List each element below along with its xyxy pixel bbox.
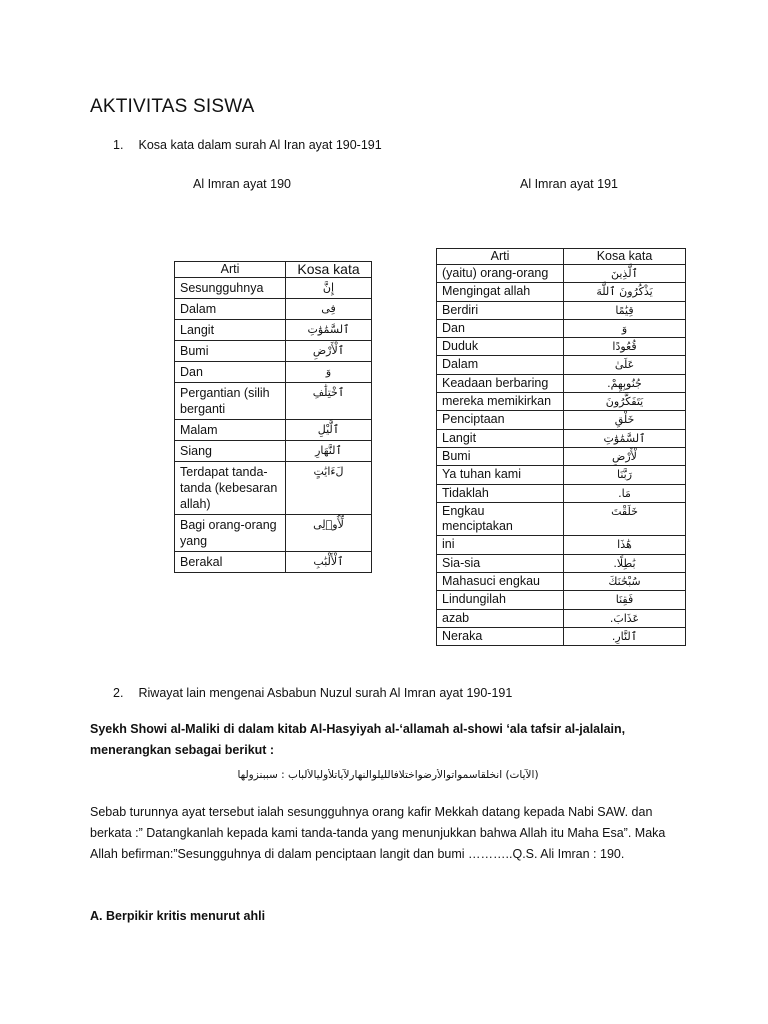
- table-row: [437, 484, 686, 502]
- cell-kosa-kata: فِى: [286, 299, 372, 320]
- table-row: [437, 301, 686, 319]
- cell-arti: Berdiri: [437, 301, 564, 319]
- cell-arti: Langit: [437, 429, 564, 447]
- list-text: Kosa kata dalam surah Al Iran ayat 190-191: [138, 138, 382, 152]
- cell-kosa-kata: خَلْقِ: [564, 411, 686, 429]
- table-row: [175, 552, 372, 573]
- vocab-table-191: [436, 248, 686, 646]
- cell-arti: Terdapat tanda-tanda (kebesaran allah): [175, 462, 286, 515]
- cell-kosa-kata: ٱلسَّمَٰوَٰتِ: [564, 429, 686, 447]
- cell-arti: Penciptaan: [437, 411, 564, 429]
- list-number: 1.: [113, 138, 124, 152]
- table-row: [175, 515, 372, 552]
- cell-arti: Tidaklah: [437, 484, 564, 502]
- cell-kosa-kata: مَا.: [564, 484, 686, 502]
- table-row: [437, 319, 686, 337]
- cell-kosa-kata: فَقِنَا: [564, 591, 686, 609]
- cell-kosa-kata: وَ: [286, 362, 372, 383]
- arabic-quote: (الآيات) انخلقاسمواتوالأرضواختلافالليلوالنهارلآياتلأوليالألباب : سببنزولها: [237, 769, 539, 781]
- table-row: [175, 462, 372, 515]
- table-row: [437, 554, 686, 572]
- cell-arti: Ya tuhan kami: [437, 466, 564, 484]
- table-header-kosa: Kosa kata: [286, 262, 372, 278]
- cell-arti: Sesungguhnya: [175, 278, 286, 299]
- cell-kosa-kata: وَ: [564, 319, 686, 337]
- cell-kosa-kata: يَذْكُرُونَ ٱللَّهَ: [564, 283, 686, 301]
- cell-kosa-kata: ٱلْأَرْضِ: [286, 341, 372, 362]
- table-row: [437, 429, 686, 447]
- list-item-2: [113, 686, 512, 700]
- cell-arti: mereka memikirkan: [437, 393, 564, 411]
- cell-kosa-kata: رَبَّنَا: [564, 466, 686, 484]
- table-row: [437, 411, 686, 429]
- cell-kosa-kata: عَذَابَ.: [564, 609, 686, 627]
- cell-arti: Langit: [175, 320, 286, 341]
- cell-arti: Mengingat allah: [437, 283, 564, 301]
- table-row: [437, 502, 686, 536]
- table-header-kosa: Kosa kata: [564, 249, 686, 265]
- cell-arti: ini: [437, 536, 564, 554]
- cell-kosa-kata: لِّأُو۟لِى: [286, 515, 372, 552]
- cell-kosa-kata: سُبْحَٰنَكَ: [564, 573, 686, 591]
- cell-arti: Siang: [175, 441, 286, 462]
- cell-arti: azab: [437, 609, 564, 627]
- cell-kosa-kata: بَٰطِلًا.: [564, 554, 686, 572]
- list-number: 2.: [113, 686, 124, 700]
- table-row: [437, 447, 686, 465]
- cell-arti: Keadaan berbaring: [437, 374, 564, 392]
- table-row: [437, 393, 686, 411]
- list-item-1: [113, 138, 382, 152]
- cell-kosa-kata: خَلَقْتَ: [564, 502, 686, 536]
- cell-kosa-kata: قِيَٰمًا: [564, 301, 686, 319]
- heading-ayat-191: Al Imran ayat 191: [520, 177, 618, 191]
- cell-arti: Mahasuci engkau: [437, 573, 564, 591]
- cell-kosa-kata: يَتَفَكَّرُونَ: [564, 393, 686, 411]
- heading-ayat-190: Al Imran ayat 190: [193, 177, 291, 191]
- table-row: [175, 420, 372, 441]
- cell-arti: Dan: [437, 319, 564, 337]
- table-row: [175, 362, 372, 383]
- cell-kosa-kata: لَءَايَٰتٍ: [286, 462, 372, 515]
- list-text: Riwayat lain mengenai Asbabun Nuzul surah Al Imran ayat 190-191: [138, 686, 513, 700]
- cell-kosa-kata: ٱلنَّهَارِ: [286, 441, 372, 462]
- table-row: [437, 356, 686, 374]
- cell-arti: Bagi orang-orang yang: [175, 515, 286, 552]
- cell-arti: Bumi: [437, 447, 564, 465]
- cell-arti: Lindungilah: [437, 591, 564, 609]
- cell-arti: Sia-sia: [437, 554, 564, 572]
- vocab-table-190: [174, 261, 372, 573]
- table-row: [437, 338, 686, 356]
- cell-kosa-kata: ٱلَّيْلِ: [286, 420, 372, 441]
- page-title: AKTIVITAS SISWA: [90, 96, 255, 117]
- cell-arti: Dan: [175, 362, 286, 383]
- cell-kosa-kata: قُعُودًا: [564, 338, 686, 356]
- cell-kosa-kata: هَٰذَا: [564, 536, 686, 554]
- table-row: [175, 278, 372, 299]
- cell-arti: Dalam: [175, 299, 286, 320]
- cell-kosa-kata: إِنَّ: [286, 278, 372, 299]
- paragraph-intro: Syekh Showi al-Maliki di dalam kitab Al-Hasyiyah al-‘allamah al-showi ‘ala tafsir al-jalalain, menerangkan sebagai berikut :: [90, 722, 626, 757]
- cell-arti: Duduk: [437, 338, 564, 356]
- cell-kosa-kata: جُنُوبِهِمْ.: [564, 374, 686, 392]
- cell-arti: Malam: [175, 420, 286, 441]
- table-row: [175, 341, 372, 362]
- cell-kosa-kata: ٱخْتِلَٰفِ: [286, 383, 372, 420]
- table-row: [175, 383, 372, 420]
- paragraph-asbabun-nuzul: Sebab turunnya ayat tersebut ialah sesungguhnya orang kafir Mekkah datang kepada Nabi SAW. dan berkata :” Datangkanlah kepada kami tanda-tanda yang menunjukkan bahwa Allah itu Maha Esa”. Maka Allah befirman:”Sesungguhnya di dalam penciptaan langit dan bumi ………..Q.S. Ali Imran : 190.: [90, 805, 666, 861]
- table-row: [175, 320, 372, 341]
- table-row: [437, 573, 686, 591]
- cell-kosa-kata: ٱلنَّارِ.: [564, 627, 686, 645]
- cell-kosa-kata: ٱلْأَلْبَٰبِ: [286, 552, 372, 573]
- table-row: [175, 299, 372, 320]
- cell-kosa-kata: ٱلسَّمَٰوَٰتِ: [286, 320, 372, 341]
- cell-arti: Dalam: [437, 356, 564, 374]
- table-header-arti: Arti: [437, 249, 564, 265]
- table-row: [175, 441, 372, 462]
- cell-kosa-kata: لْأَرْضِ: [564, 447, 686, 465]
- table-header-arti: Arti: [175, 262, 286, 278]
- cell-arti: (yaitu) orang-orang: [437, 265, 564, 283]
- cell-kosa-kata: ٱلَّذِينَ: [564, 265, 686, 283]
- table-row: [437, 466, 686, 484]
- cell-arti: Neraka: [437, 627, 564, 645]
- section-heading-a: A. Berpikir kritis menurut ahli: [90, 909, 266, 923]
- table-row: [437, 283, 686, 301]
- cell-kosa-kata: عَلَىٰ: [564, 356, 686, 374]
- table-row: [437, 627, 686, 645]
- cell-arti: Engkau menciptakan: [437, 502, 564, 536]
- table-row: [437, 609, 686, 627]
- table-row: [437, 591, 686, 609]
- table-row: [437, 536, 686, 554]
- table-row: [437, 265, 686, 283]
- cell-arti: Bumi: [175, 341, 286, 362]
- cell-arti: Pergantian (silih berganti: [175, 383, 286, 420]
- cell-arti: Berakal: [175, 552, 286, 573]
- table-row: [437, 374, 686, 392]
